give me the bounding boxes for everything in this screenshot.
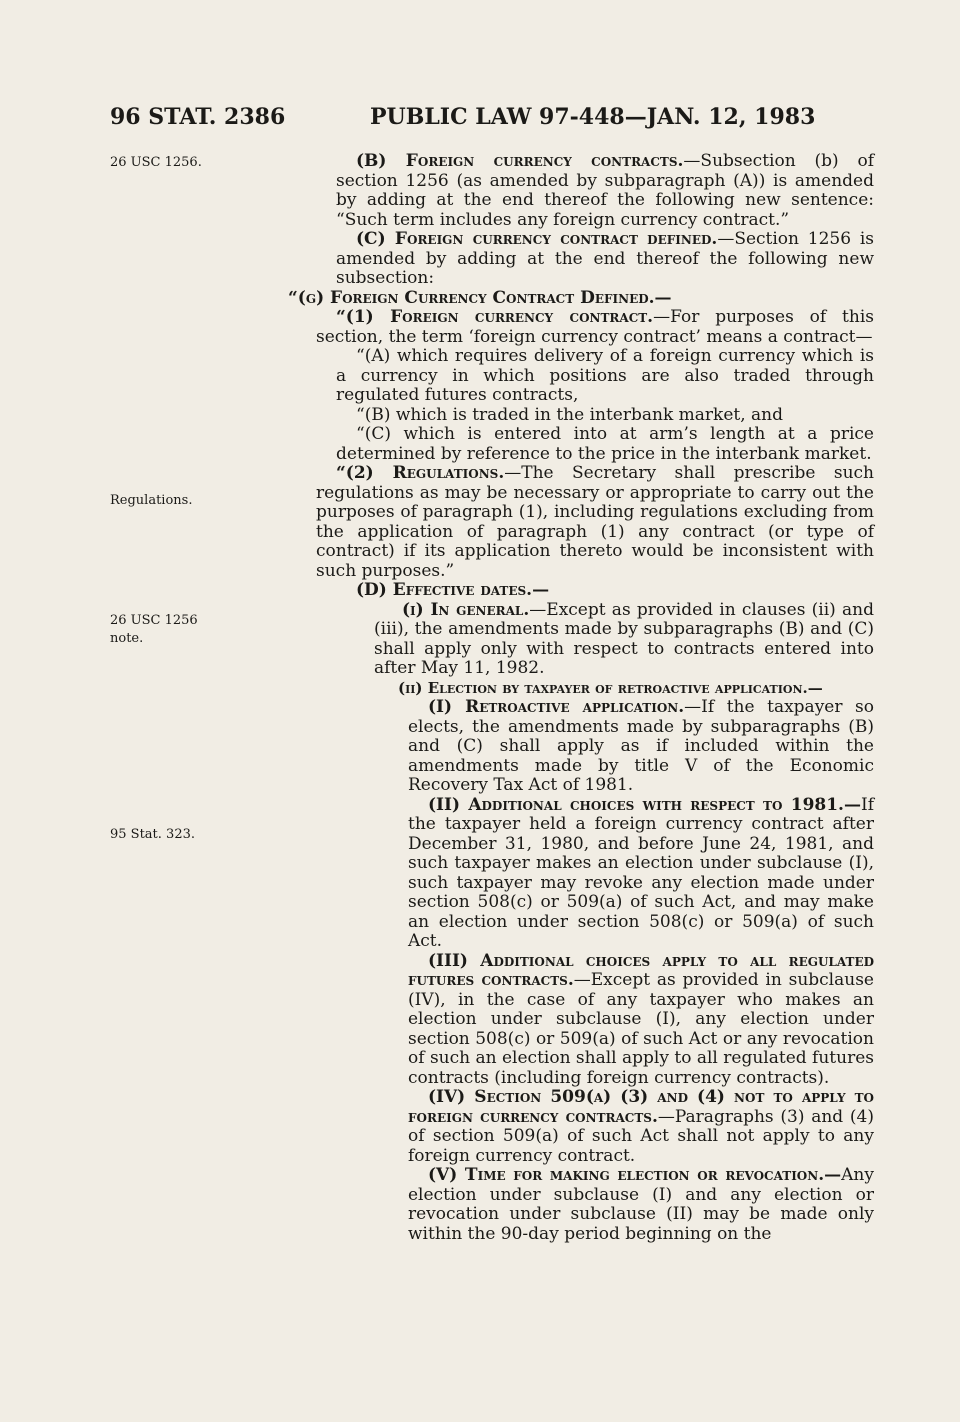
clause-b: “(B) which is traded in the interbank market, and: [356, 404, 784, 425]
paragraph-2: “(2) Regulations.—The Secretary shall prescribe such regulations as may be necessary or appropriate to carry out the purposes of paragraph (1), including regulations excluding from the application of paragraph (1) any contract (or type of contract) if its application thereto would be inconsistent with such purposes.”: [316, 463, 874, 581]
paragraph-1: “(1) Foreign currency contract.—For purposes of this section, the term ‘foreign currency contract’ means a contract—: [316, 307, 874, 347]
margin-note: 26 USC 1256: [110, 613, 198, 628]
paragraph-d-heading: (D) Effective dates.—: [356, 580, 550, 600]
page-header: [110, 104, 876, 134]
clause-i: (i) In general.—Except as provided in clauses (ii) and (iii), the amendments made by subparagraphs (B) and (C) shall apply only with respect to contracts entered into after May 11, 1982.: [374, 599, 874, 678]
paragraph-c: (C) Foreign currency contract defined.—Section 1256 is amended by adding at the end thereof the following new subsection:: [336, 229, 875, 288]
paragraph-b: (B) Foreign currency contracts.—Subsection (b) of section 1256 (as amended by subparagraph (A)) is amended by adding at the end thereof the following new sentence: “Such term includes any foreign currency contract.”: [336, 151, 874, 230]
subclause-iv: (IV) Section 509(a) (3) and (4) not to apply to foreign currency contracts.—Paragraphs (3) and (4) of section 509(a) of such Act shall not apply to any foreign currency contract.: [408, 1087, 874, 1166]
subclause-iii: (III) Additional choices apply to all regulated futures contracts.—Except as provided in subclause (IV), in the case of any taxpayer who makes an election under subclause (I), any election under section 508(c) or 509(a) of such Act or any revocation of such an election shall apply to all regulated futures contracts (including foreign currency contracts).: [408, 950, 874, 1088]
margin-note: 26 USC 1256.: [110, 155, 202, 170]
statute-text: [288, 151, 875, 1244]
margin-note: 95 Stat. 323.: [110, 827, 195, 842]
public-law-title: PUBLIC LAW 97-448—JAN. 12, 1983: [370, 104, 816, 130]
subsection-g-heading: “(g) Foreign Currency Contract Defined.—: [288, 287, 672, 308]
subclause-i: (I) Retroactive application.—If the taxpayer so elects, the amendments made by subparagraphs (B) and (C) shall apply as if included within the amendments made by title V of the Economic Recovery Tax Act of 1981.: [408, 697, 874, 795]
stat-page-number: 96 STAT. 2386: [110, 104, 286, 130]
clause-c: “(C) which is entered into at arm’s length at a price determined by reference to the price in the interbank market.: [336, 424, 874, 464]
clause-a: “(A) which requires delivery of a foreign currency which is a currency in which positions are also traded through regulated futures contracts,: [336, 346, 874, 405]
margin-note: note.: [110, 631, 144, 646]
subclause-v: (V) Time for making election or revocation.—Any election under subclause (I) and any election or revocation under subclause (II) may be made only within the 90-day period beginning on the: [408, 1165, 874, 1244]
clause-ii-heading: (ii) Election by taxpayer of retroactive application.—: [398, 678, 823, 697]
margin-note: Regulations.: [110, 493, 193, 508]
subclause-ii: (II) Additional choices with respect to 1981.—If the taxpayer held a foreign currency contract after December 31, 1980, and before June 24, 1981, and such taxpayer makes an election under subclause (I), such taxpayer may revoke any election made under section 508(c) or 509(a) of such Act, and may make an election under section 508(c) or 509(a) of such Act.: [408, 794, 874, 951]
